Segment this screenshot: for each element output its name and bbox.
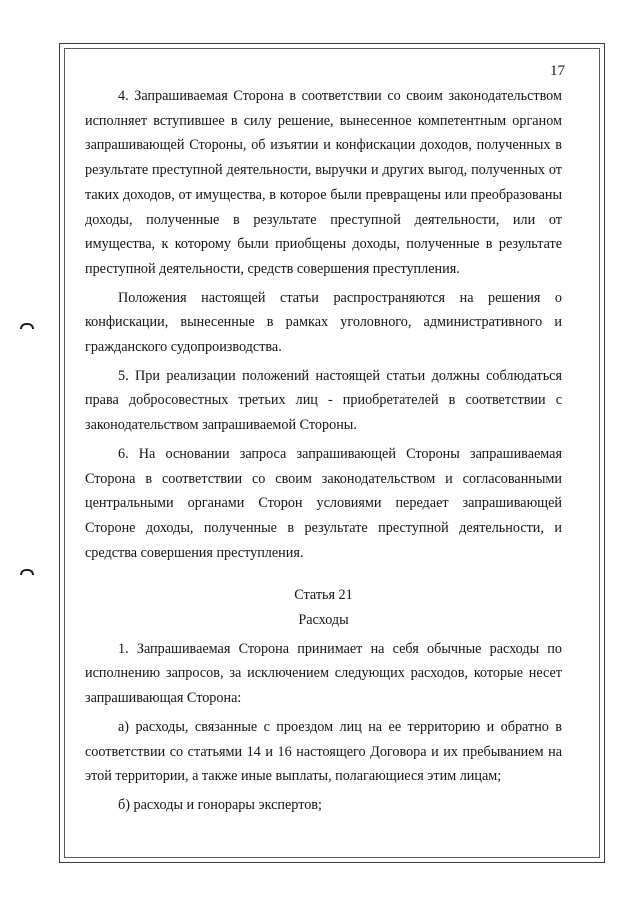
paragraph: Положения настоящей статьи распространяются на решения о конфискации, вынесенные в рамках уголовного, административного и гражданского судопроизводства. [85, 289, 562, 356]
paragraph: 5. При реализации положений настоящей статьи должны соблюдаться права добросовестных третьих лиц - приобретателей в соответствии с законодательством запрашиваемой Стороны. [85, 367, 562, 434]
article-title: Расходы [298, 612, 349, 629]
document-body [85, 84, 562, 822]
article-number: Статья 21 [294, 587, 353, 604]
paragraph: б) расходы и гонорары экспертов; [118, 796, 322, 813]
paragraph: 4. Запрашиваемая Сторона в соответствии со своим законодательством исполняет вступившее в силу решение, вынесенное компетентным органом запрашивающей Стороны, об изъятии и конфискации доходов, полученных в результате преступной деятельности, выручки и других выгод, полученных от таких доходов, от имущества, в которое были превращены или преобразованы доходы, полученные в результате преступной деятельности, или от имущества, к которому были приобщены доходы, полученные в результате преступной деятельности, средств совершения преступления. [85, 88, 562, 277]
paragraph: 1. Запрашиваемая Сторона принимает на себя обычные расходы по исполнению запросов, за исключением следующих расходов, которые несет запрашивающая Сторона: [85, 640, 562, 707]
punch-hole-mark [20, 569, 34, 575]
page-number: 17 [550, 63, 565, 79]
punch-hole-mark [20, 323, 34, 329]
paragraph: а) расходы, связанные с проездом лиц на ее территорию и обратно в соответствии со статьями 14 и 16 настоящего Договора и их пребыванием на этой территории, а также иные выплаты, полагающиеся этим лицам; [85, 718, 562, 785]
paragraph: 6. На основании запроса запрашивающей Стороны запрашиваемая Сторона в соответствии со своим законодательством и согласованными центральными органами Сторон условиями передает запрашивающей Стороне доходы, полученные в результате преступной деятельности, и средства совершения преступления. [85, 445, 562, 561]
